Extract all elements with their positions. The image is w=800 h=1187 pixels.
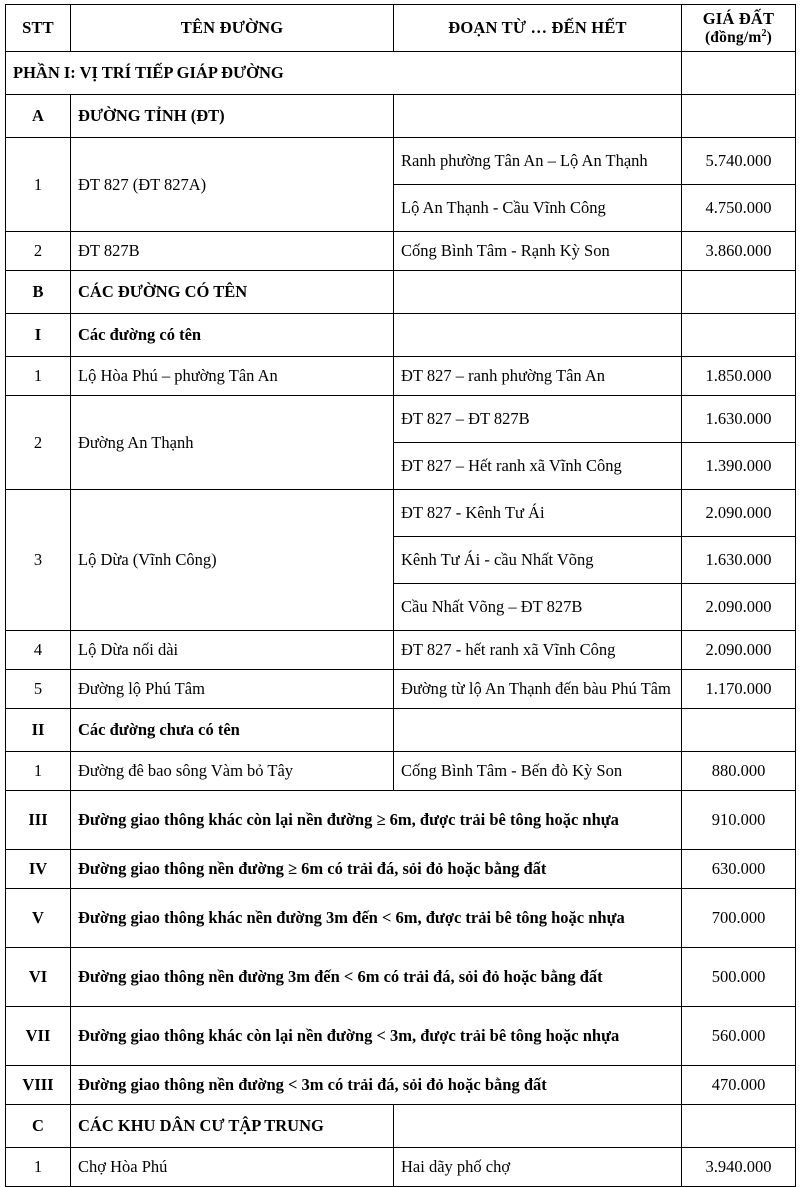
category-index: VIII [6, 1066, 71, 1105]
named-road-segment: ĐT 827 – Hết ranh xã Vĩnh Công [394, 443, 682, 490]
named-road-segment: ĐT 827 - Kênh Tư Ái [394, 490, 682, 537]
named-road-segment: Đường từ lộ An Thạnh đến bàu Phú Tâm [394, 670, 682, 709]
subsection-ii-label: Các đường chưa có tên [71, 709, 394, 752]
section-c-label: CÁC KHU DÂN CƯ TẬP TRUNG [71, 1105, 394, 1148]
category-index: IV [6, 850, 71, 889]
category-row [6, 889, 796, 948]
category-price: 500.000 [682, 948, 796, 1007]
road-segment: Cống Bình Tâm - Rạnh Kỳ Son [394, 232, 682, 271]
data-row [6, 232, 796, 271]
data-row [6, 631, 796, 670]
named-road-price: 2.090.000 [682, 490, 796, 537]
road-price: 4.750.000 [682, 185, 796, 232]
unnamed-road-price: 880.000 [682, 752, 796, 791]
named-road-price: 1.630.000 [682, 396, 796, 443]
category-label: Đường giao thông khác còn lại nền đường ≥ 6m, được trải bê tông hoặc nhựa [71, 791, 682, 850]
category-label: Đường giao thông khác còn lại nền đường < 3m, được trải bê tông hoặc nhựa [71, 1007, 682, 1066]
section-segment-empty [394, 1105, 682, 1148]
road-price: 3.860.000 [682, 232, 796, 271]
price-header-unit: $(đồng/m^2)$ [704, 27, 773, 46]
category-price: 910.000 [682, 791, 796, 850]
category-label: Đường giao thông nền đường ≥ 6m có trải đá, sỏi đỏ hoặc bằng đất [71, 850, 682, 889]
part-title-price-empty [682, 52, 796, 95]
unnamed-road-segment: Cống Bình Tâm - Bến đò Kỳ Son [394, 752, 682, 791]
category-row [6, 791, 796, 850]
subsection-ii-index: II [6, 709, 71, 752]
category-row [6, 948, 796, 1007]
named-road-segment: ĐT 827 - hết ranh xã Vĩnh Công [394, 631, 682, 670]
named-road-price: 2.090.000 [682, 584, 796, 631]
category-price: 470.000 [682, 1066, 796, 1105]
road-index: 1 [6, 138, 71, 232]
category-index: III [6, 791, 71, 850]
data-row [6, 490, 796, 537]
named-road-index: 3 [6, 490, 71, 631]
road-index: 2 [6, 232, 71, 271]
named-road-price: 1.630.000 [682, 537, 796, 584]
subsection-i-index: I [6, 314, 71, 357]
subsection-i-label: Các đường có tên [71, 314, 394, 357]
unnamed-road-name: Đường đê bao sông Vàm bỏ Tây [71, 752, 394, 791]
category-row [6, 1007, 796, 1066]
named-road-name: Đường lộ Phú Tâm [71, 670, 394, 709]
column-header-price [682, 5, 796, 52]
data-row [6, 752, 796, 791]
category-index: VI [6, 948, 71, 1007]
named-road-segment: Cầu Nhất Võng – ĐT 827B [394, 584, 682, 631]
named-road-price: 1.170.000 [682, 670, 796, 709]
section-row [6, 314, 796, 357]
section-segment-empty [394, 709, 682, 752]
section-price-empty [682, 95, 796, 138]
named-road-name: Đường An Thạnh [71, 396, 394, 490]
category-label: Đường giao thông nền đường < 3m có trải đá, sỏi đỏ hoặc bằng đất [71, 1066, 682, 1105]
named-road-index: 5 [6, 670, 71, 709]
section-b-label: CÁC ĐƯỜNG CÓ TÊN [71, 271, 394, 314]
named-road-index: 4 [6, 631, 71, 670]
category-index: VII [6, 1007, 71, 1066]
category-label: Đường giao thông nền đường 3m đến < 6m có trải đá, sỏi đỏ hoặc bằng đất [71, 948, 682, 1007]
table-header-row [6, 5, 796, 52]
named-road-price: 1.850.000 [682, 357, 796, 396]
named-road-price: 2.090.000 [682, 631, 796, 670]
section-price-empty [682, 314, 796, 357]
road-name: ĐT 827 (ĐT 827A) [71, 138, 394, 232]
section-row [6, 709, 796, 752]
data-row [6, 357, 796, 396]
section-price-empty [682, 1105, 796, 1148]
named-road-price: 1.390.000 [682, 443, 796, 490]
section-row [6, 95, 796, 138]
category-price: 700.000 [682, 889, 796, 948]
category-label: Đường giao thông khác nền đường 3m đến < 6m, được trải bê tông hoặc nhựa [71, 889, 682, 948]
section-a-label: ĐƯỜNG TỈNH (ĐT) [71, 95, 394, 138]
column-header-segment: ĐOẠN TỪ … ĐẾN HẾT [394, 5, 682, 52]
part-title: PHẦN I: VỊ TRÍ TIẾP GIÁP ĐƯỜNG [6, 52, 682, 95]
section-price-empty [682, 709, 796, 752]
road-segment: Lộ An Thạnh - Cầu Vĩnh Công [394, 185, 682, 232]
road-name: ĐT 827B [71, 232, 394, 271]
named-road-name: Lộ Dừa (Vĩnh Công) [71, 490, 394, 631]
land-price-table [5, 4, 796, 1187]
category-index: V [6, 889, 71, 948]
named-road-index: 2 [6, 396, 71, 490]
section-a-index: A [6, 95, 71, 138]
section-price-empty [682, 271, 796, 314]
data-row [6, 1148, 796, 1187]
residential-area-segment: Hai dãy phố chợ [394, 1148, 682, 1187]
data-row [6, 138, 796, 185]
column-header-name: TÊN ĐƯỜNG [71, 5, 394, 52]
section-row [6, 1105, 796, 1148]
category-row [6, 850, 796, 889]
named-road-name: Lộ Dừa nối dài [71, 631, 394, 670]
residential-area-name: Chợ Hòa Phú [71, 1148, 394, 1187]
section-segment-empty [394, 271, 682, 314]
data-row [6, 670, 796, 709]
road-segment: Ranh phường Tân An – Lộ An Thạnh [394, 138, 682, 185]
column-header-stt: STT [6, 5, 71, 52]
category-price: 630.000 [682, 850, 796, 889]
section-segment-empty [394, 314, 682, 357]
section-b-index: B [6, 271, 71, 314]
data-row [6, 396, 796, 443]
road-price: 5.740.000 [682, 138, 796, 185]
part-title-row [6, 52, 796, 95]
table-body [6, 5, 796, 1187]
named-road-segment: Kênh Tư Ái - cầu Nhất Võng [394, 537, 682, 584]
residential-area-index: 1 [6, 1148, 71, 1187]
superscript-two: 2 [761, 27, 767, 39]
residential-area-price: 3.940.000 [682, 1148, 796, 1187]
section-c-index: C [6, 1105, 71, 1148]
unnamed-road-index: 1 [6, 752, 71, 791]
named-road-name: Lộ Hòa Phú – phường Tân An [71, 357, 394, 396]
section-row [6, 271, 796, 314]
named-road-index: 1 [6, 357, 71, 396]
category-row [6, 1066, 796, 1105]
named-road-segment: ĐT 827 – ĐT 827B [394, 396, 682, 443]
section-segment-empty [394, 95, 682, 138]
named-road-segment: ĐT 827 – ranh phường Tân An [394, 357, 682, 396]
category-price: 560.000 [682, 1007, 796, 1066]
price-header-main: GIÁ ĐẤT [702, 9, 775, 28]
